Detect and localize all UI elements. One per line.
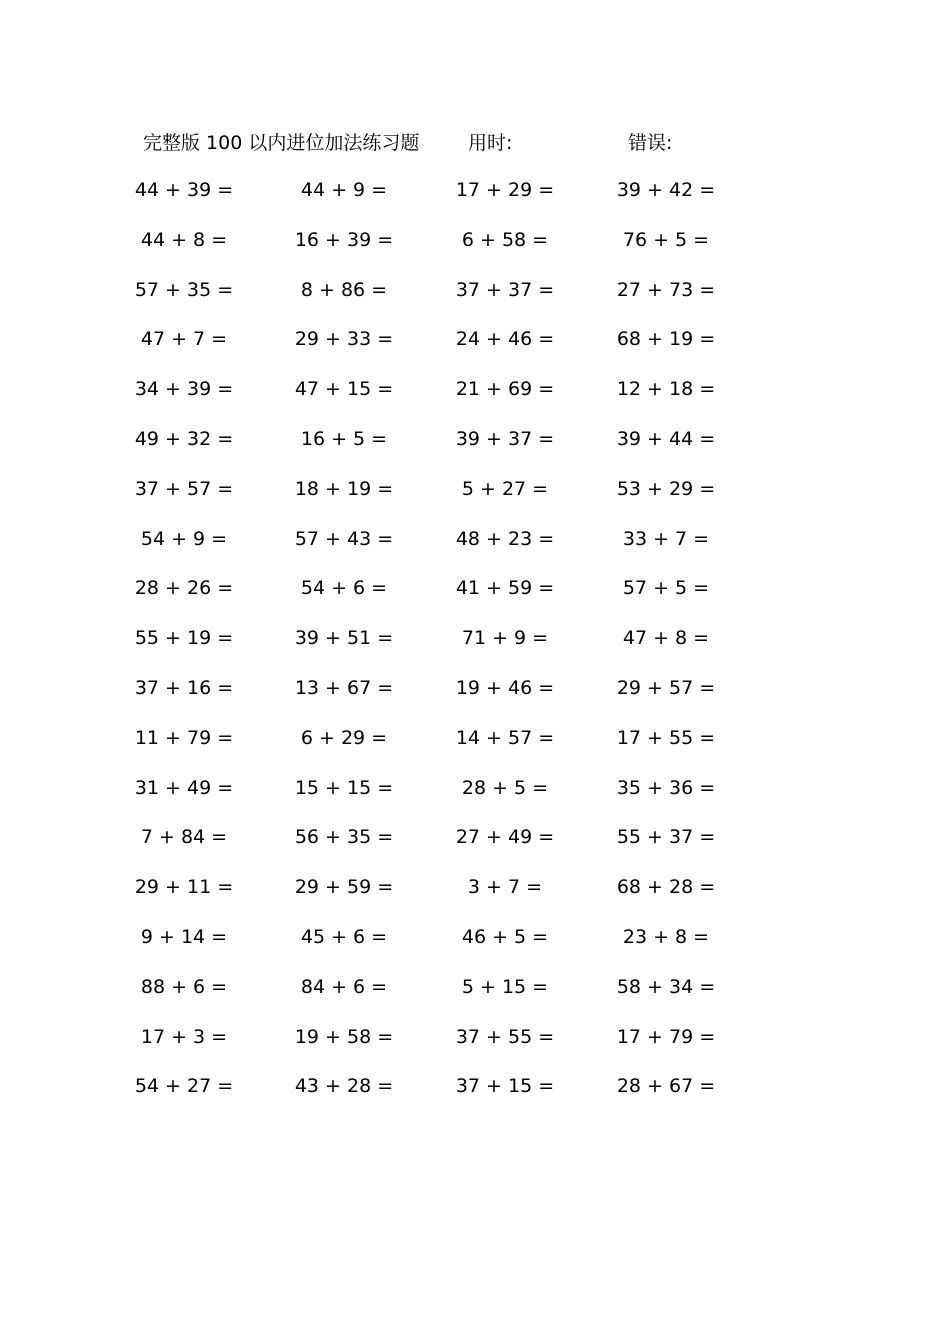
problem-row bbox=[0, 473, 950, 523]
problem-item: 16 + 5 = bbox=[300, 427, 388, 450]
problem-item: 54 + 27 = bbox=[134, 1075, 234, 1098]
problem-item: 39 + 44 = bbox=[616, 427, 716, 450]
problem-item: 6 + 29 = bbox=[300, 726, 388, 749]
problem-item: 39 + 37 = bbox=[455, 427, 555, 450]
problem-item: 19 + 58 = bbox=[294, 1025, 394, 1048]
problem-item: 71 + 9 = bbox=[461, 627, 549, 650]
problem-item: 84 + 6 = bbox=[300, 975, 388, 998]
problem-row bbox=[0, 722, 950, 772]
problem-item: 37 + 15 = bbox=[455, 1075, 555, 1098]
problem-item: 46 + 5 = bbox=[461, 925, 549, 948]
problem-item: 49 + 32 = bbox=[134, 427, 234, 450]
problem-row bbox=[0, 423, 950, 473]
problem-item: 17 + 79 = bbox=[616, 1025, 716, 1048]
problem-item: 17 + 29 = bbox=[455, 179, 555, 201]
problem-item: 68 + 19 = bbox=[616, 328, 716, 351]
problem-item: 29 + 11 = bbox=[134, 876, 234, 899]
problem-row bbox=[0, 672, 950, 722]
problem-item: 76 + 5 = bbox=[622, 228, 710, 251]
problem-item: 47 + 15 = bbox=[294, 378, 394, 401]
problem-item: 45 + 6 = bbox=[300, 925, 388, 948]
problem-item: 57 + 35 = bbox=[134, 278, 234, 301]
problem-item: 37 + 37 = bbox=[455, 278, 555, 301]
worksheet-title: 完整版 100 以内进位加法练习题 bbox=[143, 132, 420, 154]
problem-item: 54 + 6 = bbox=[300, 577, 388, 600]
problem-item: 29 + 59 = bbox=[294, 876, 394, 899]
problem-item: 53 + 29 = bbox=[616, 477, 716, 500]
problem-item: 3 + 7 = bbox=[467, 876, 543, 899]
problem-row bbox=[0, 174, 950, 224]
problem-item: 41 + 59 = bbox=[455, 577, 555, 600]
problem-item: 43 + 28 = bbox=[294, 1075, 394, 1098]
problem-item: 47 + 8 = bbox=[622, 627, 710, 650]
problem-item: 13 + 67 = bbox=[294, 676, 394, 699]
problem-item: 16 + 39 = bbox=[294, 228, 394, 251]
problem-item: 24 + 46 = bbox=[455, 328, 555, 351]
problem-item: 44 + 8 = bbox=[140, 228, 228, 251]
problem-item: 27 + 49 = bbox=[455, 826, 555, 849]
problem-item: 5 + 15 = bbox=[461, 975, 549, 998]
problem-item: 55 + 37 = bbox=[616, 826, 716, 849]
problem-item: 39 + 51 = bbox=[294, 627, 394, 650]
problem-row bbox=[0, 373, 950, 423]
problem-item: 15 + 15 = bbox=[294, 776, 394, 799]
problem-item: 29 + 33 = bbox=[294, 328, 394, 351]
problem-item: 57 + 5 = bbox=[622, 577, 710, 600]
problem-item: 6 + 58 = bbox=[461, 228, 549, 251]
problem-row bbox=[0, 921, 950, 971]
problem-item: 58 + 34 = bbox=[616, 975, 716, 998]
problem-item: 44 + 39 = bbox=[134, 179, 234, 201]
problem-item: 33 + 7 = bbox=[622, 527, 710, 550]
problem-item: 17 + 3 = bbox=[140, 1025, 228, 1048]
problem-row bbox=[0, 274, 950, 324]
problem-item: 31 + 49 = bbox=[134, 776, 234, 799]
problem-item: 68 + 28 = bbox=[616, 876, 716, 899]
problem-item: 7 + 84 = bbox=[140, 826, 228, 849]
error-label: 错误: bbox=[628, 132, 673, 154]
problem-item: 28 + 67 = bbox=[616, 1075, 716, 1098]
problem-item: 34 + 39 = bbox=[134, 378, 234, 401]
problem-grid bbox=[0, 174, 950, 1120]
problem-item: 37 + 57 = bbox=[134, 477, 234, 500]
problem-row bbox=[0, 622, 950, 672]
problem-row bbox=[0, 821, 950, 871]
problem-item: 35 + 36 = bbox=[616, 776, 716, 799]
problem-row bbox=[0, 1070, 950, 1120]
problem-item: 56 + 35 = bbox=[294, 826, 394, 849]
problem-item: 57 + 43 = bbox=[294, 527, 394, 550]
problem-item: 28 + 5 = bbox=[461, 776, 549, 799]
problem-item: 14 + 57 = bbox=[455, 726, 555, 749]
problem-item: 37 + 16 = bbox=[134, 676, 234, 699]
problem-item: 55 + 19 = bbox=[134, 627, 234, 650]
problem-item: 88 + 6 = bbox=[140, 975, 228, 998]
problem-row bbox=[0, 971, 950, 1021]
problem-item: 11 + 79 = bbox=[134, 726, 234, 749]
problem-item: 18 + 19 = bbox=[294, 477, 394, 500]
problem-row bbox=[0, 323, 950, 373]
problem-item: 21 + 69 = bbox=[455, 378, 555, 401]
problem-item: 29 + 57 = bbox=[616, 676, 716, 699]
problem-row bbox=[0, 871, 950, 921]
problem-row bbox=[0, 772, 950, 822]
problem-item: 54 + 9 = bbox=[140, 527, 228, 550]
problem-item: 19 + 46 = bbox=[455, 676, 555, 699]
time-label: 用时: bbox=[468, 132, 513, 154]
problem-item: 28 + 26 = bbox=[134, 577, 234, 600]
problem-item: 37 + 55 = bbox=[455, 1025, 555, 1048]
problem-item: 9 + 14 = bbox=[140, 925, 228, 948]
problem-row bbox=[0, 224, 950, 274]
problem-row bbox=[0, 572, 950, 622]
problem-item: 27 + 73 = bbox=[616, 278, 716, 301]
problem-item: 47 + 7 = bbox=[140, 328, 228, 351]
worksheet-header bbox=[0, 128, 950, 158]
problem-item: 23 + 8 = bbox=[622, 925, 710, 948]
problem-item: 8 + 86 = bbox=[300, 278, 388, 301]
problem-row bbox=[0, 1021, 950, 1071]
problem-item: 5 + 27 = bbox=[461, 477, 549, 500]
problem-item: 17 + 55 = bbox=[616, 726, 716, 749]
problem-item: 48 + 23 = bbox=[455, 527, 555, 550]
problem-item: 44 + 9 = bbox=[300, 179, 388, 201]
problem-item: 39 + 42 = bbox=[616, 179, 716, 201]
problem-row bbox=[0, 523, 950, 573]
problem-item: 12 + 18 = bbox=[616, 378, 716, 401]
